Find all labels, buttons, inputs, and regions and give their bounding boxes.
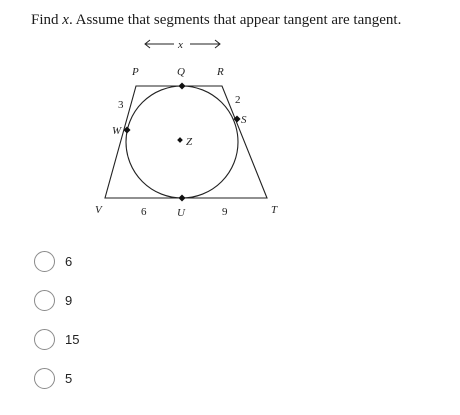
- length-rs: 2: [235, 94, 241, 106]
- point-u-marker: [178, 194, 185, 201]
- question-suffix: . Assume that segments that appear tangent are tangent.: [68, 12, 402, 28]
- tangent-points: [123, 82, 240, 201]
- answer-choice[interactable]: [34, 367, 154, 393]
- label-w: W: [112, 125, 122, 137]
- radio-button[interactable]: [34, 290, 55, 311]
- length-vu: 6: [141, 206, 147, 218]
- label-p: P: [132, 66, 139, 78]
- label-z: Z: [186, 136, 193, 148]
- question-variable: x: [62, 12, 69, 28]
- label-s: S: [241, 114, 247, 126]
- radio-button[interactable]: [34, 251, 55, 272]
- label-t: T: [271, 204, 278, 216]
- x-label: x: [178, 39, 183, 51]
- label-u: U: [177, 207, 185, 219]
- label-r: R: [217, 66, 224, 78]
- radio-button[interactable]: [34, 329, 55, 350]
- point-q-marker: [178, 82, 185, 89]
- question-prefix: Find: [31, 12, 63, 28]
- point-z-marker: [177, 137, 183, 143]
- label-q: Q: [177, 66, 185, 78]
- answer-choice-label: 9: [65, 293, 73, 308]
- answer-choice[interactable]: [34, 328, 154, 354]
- label-v: V: [95, 204, 102, 216]
- answer-choice[interactable]: [34, 289, 154, 315]
- answer-choice[interactable]: [34, 250, 154, 276]
- answer-choice-label: 5: [65, 371, 73, 386]
- answer-choice-label: 15: [65, 332, 80, 347]
- length-pw: 3: [118, 99, 124, 111]
- radio-button[interactable]: [34, 368, 55, 389]
- answer-choice-label: 6: [65, 254, 73, 269]
- length-ut: 9: [222, 206, 228, 218]
- inscribed-circle: [126, 86, 238, 198]
